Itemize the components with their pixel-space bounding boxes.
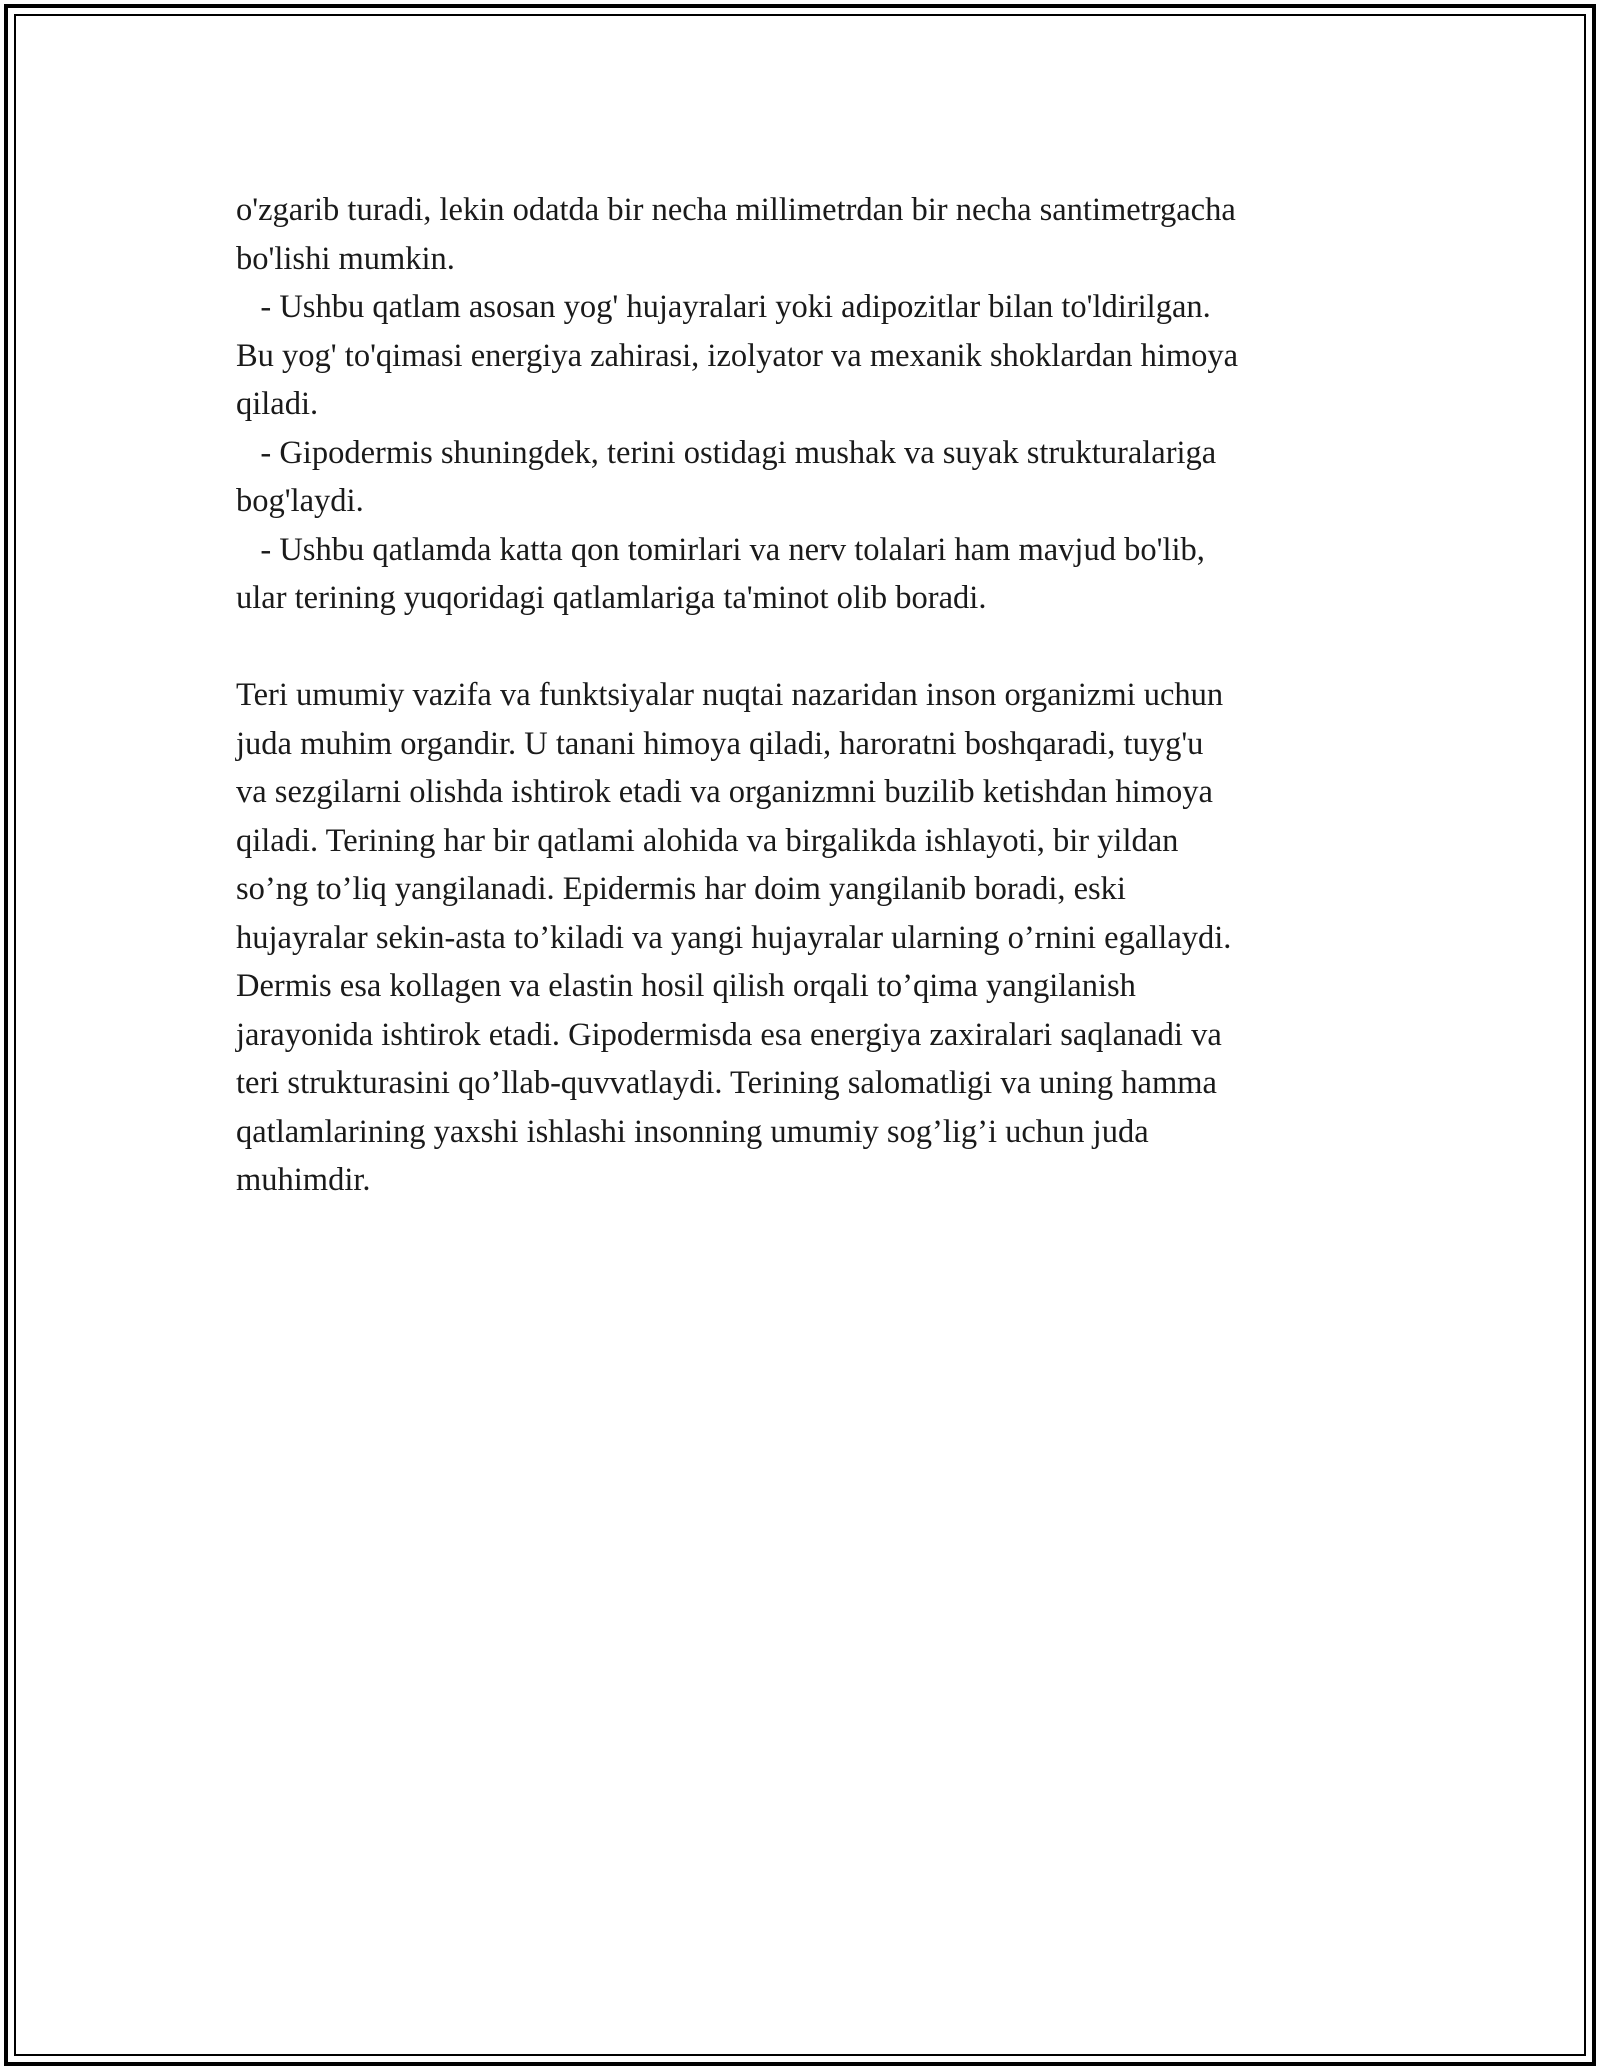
text-line: - Ushbu qatlam asosan yog' hujayralari yoki adipozitlar bilan to'ldirilgan. [236, 289, 1211, 325]
text-line: teri strukturasini qo’llab-quvvatlaydi. Terining salomatligi va uning hamma [236, 1065, 1217, 1101]
paragraph-hypodermis-details [236, 186, 1406, 623]
text-line: ular terining yuqoridagi qatlamlariga ta'minot olib boradi. [236, 580, 987, 616]
text-line: Teri umumiy vazifa va funktsiyalar nuqtai nazaridan inson organizmi uchun [236, 677, 1224, 713]
text-line: juda muhim organdir. U tanani himoya qiladi, haroratni boshqaradi, tuyg'u [236, 725, 1204, 762]
text-line: qiladi. Terining har bir qatlami alohida va birgalikda ishlayoti, bir yildan [236, 822, 1179, 859]
paragraph-skin-summary [236, 671, 1406, 1205]
text-line: o'zgarib turadi, lekin odatda bir necha millimetrdan bir necha santimetrgacha [236, 192, 1236, 228]
document-body [236, 186, 1406, 1205]
text-line: muhimdir. [236, 1162, 371, 1198]
text-line: Dermis esa kollagen va elastin hosil qilish orqali to’qima yangilanish [236, 968, 1136, 1004]
text-line: va sezgilarni olishda ishtirok etadi va organizmni buzilib ketishdan himoya [236, 774, 1213, 810]
text-line: hujayralar sekin-asta to’kiladi va yangi hujayralar ularning o’rnini egallaydi. [236, 919, 1232, 956]
text-line: Bu yog' to'qimasi energiya zahirasi, izolyator va mexanik shoklardan himoya [236, 337, 1239, 374]
text-line: bog'laydi. [236, 483, 364, 519]
text-line: so’ng to’liq yangilanadi. Epidermis har doim yangilanib boradi, eski [236, 871, 1126, 907]
text-line: bo'lishi mumkin. [236, 240, 455, 277]
text-line: - Ushbu qatlamda katta qon tomirlari va nerv tolalari ham mavjud bo'lib, [236, 531, 1205, 568]
paragraph-spacer [236, 623, 1406, 672]
text-line: qiladi. [236, 386, 319, 422]
text-line: - Gipodermis shuningdek, terini ostidagi mushak va suyak strukturalariga [236, 434, 1217, 471]
text-line: qatlamlarining yaxshi ishlashi insonning umumiy sog’lig’i uchun juda [236, 1113, 1149, 1150]
text-line: jarayonida ishtirok etadi. Gipodermisda esa energiya zaxiralari saqlanadi va [236, 1016, 1222, 1053]
